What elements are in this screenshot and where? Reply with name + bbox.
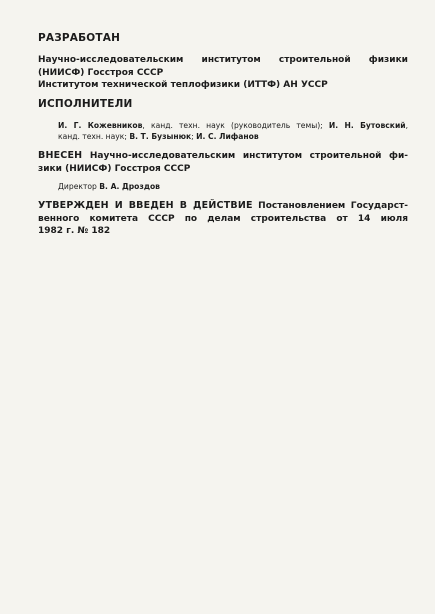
performer-3-name: В. Т. Бузынюк <box>129 132 192 141</box>
approved-line-2: венного комитета СССР по делам строительства от 14 июля <box>38 213 408 224</box>
approved-text <box>38 200 408 238</box>
performer-2-details: канд. техн. наук; <box>58 132 130 141</box>
performer-3-separator: ; <box>191 132 197 141</box>
introduced-line-1 <box>38 150 408 163</box>
developed-heading: РАЗРАБОТАН <box>38 32 121 44</box>
developed-line-2: (НИИСФ) Госстроя СССР <box>38 67 164 78</box>
developed-text <box>38 54 408 92</box>
performers-text <box>58 120 408 142</box>
approved-line-1 <box>38 200 408 213</box>
performer-1-name: И. Г. Кожевников <box>58 121 143 130</box>
performer-4-name: И. С. Лифанов <box>196 132 259 141</box>
performers-heading: ИСПОЛНИТЕЛИ <box>38 98 133 110</box>
introduced-line-1-text: Научно-исследовательским институтом строительной фи- <box>89 151 409 161</box>
performers-line-2 <box>58 131 408 142</box>
approved-label: УТВЕРЖДЕН И ВВЕДЕН В ДЕЙСТВИЕ <box>38 200 253 211</box>
developed-line-1: Научно-исследовательским институтом строительной физики <box>38 55 408 65</box>
introduced-text <box>38 150 408 175</box>
performer-1-details: , канд. техн. наук (руководитель темы); <box>142 121 329 130</box>
approved-line-3: 1982 г. № 182 <box>38 226 111 236</box>
developed-line-3: Институтом технической теплофизики (ИТТФ) АН УССР <box>38 80 328 90</box>
director-label: Директор <box>58 182 100 191</box>
performer-2-name: И. Н. Бутовский <box>328 121 406 130</box>
performers-line-1 <box>58 120 408 131</box>
approved-line-1-text: Постановлением Государст- <box>258 201 408 211</box>
director-name: В. А. Дроздов <box>99 182 160 191</box>
introduced-line-2: зики (НИИСФ) Госстроя СССР <box>38 163 191 174</box>
performer-2-separator: , <box>405 121 409 130</box>
introduced-label: ВНЕСЕН <box>38 150 83 161</box>
director-line <box>58 181 408 192</box>
